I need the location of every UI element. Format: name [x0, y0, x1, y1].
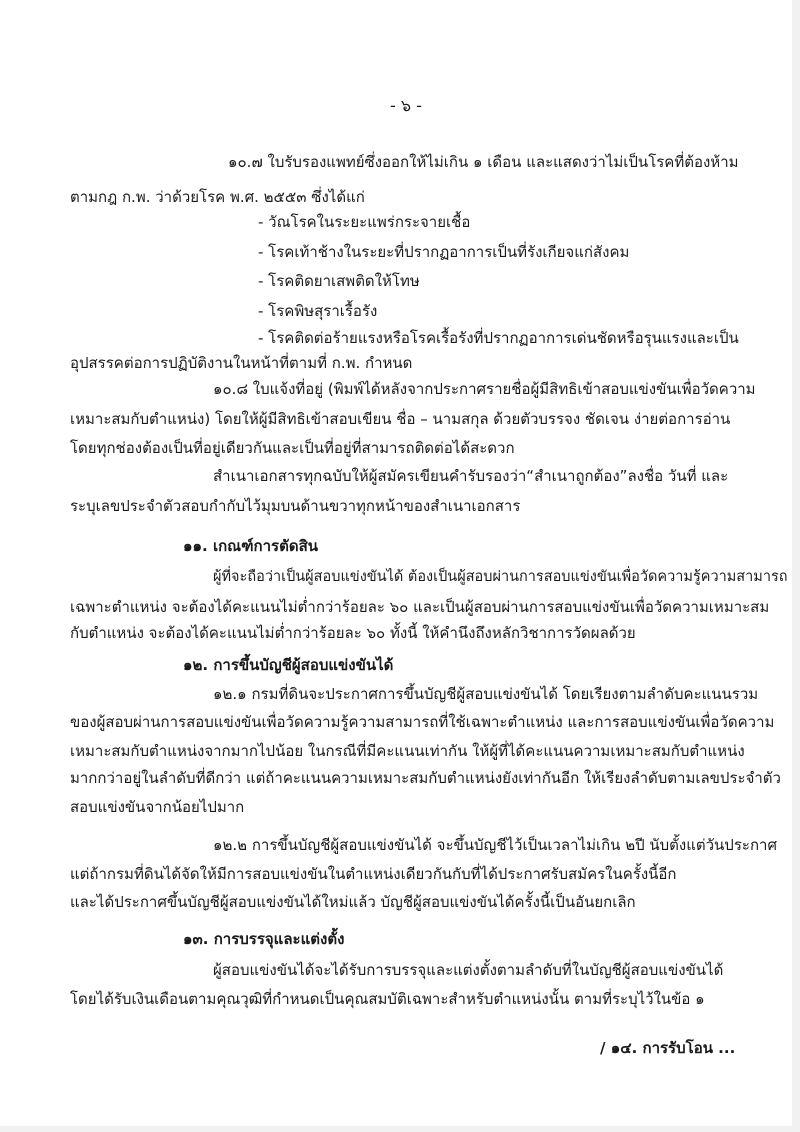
section-heading: ๑๓. การบรรจุและแต่งตั้ง	[183, 930, 345, 948]
paragraph-line: เหมาะสมกับตำแหน่ง) โดยให้ผู้มีสิทธิเข้าสอบเขียน ชื่อ – นามสกุล ด้วยตัวบรรจง ชัดเจน ง่ายต่อการอ่าน	[70, 410, 731, 428]
page-number: - ๖ -	[390, 96, 422, 115]
scan-edge-bottom	[0, 1126, 800, 1132]
paragraph-line: โดยได้รับเงินเดือนตามคุณวุฒิที่กำหนดเป็นคุณสมบัติเฉพาะสำหรับตำแหน่งนั้น ตามที่ระบุไว้ในข้อ ๑	[70, 990, 705, 1008]
paragraph-line: กับตำแหน่ง จะต้องได้คะแนนไม่ต่ำกว่าร้อยละ ๖๐ ทั้งนี้ ให้คำนึงถึงหลักวิชาการวัดผลด้วย	[70, 624, 636, 642]
paragraph-line: มากกว่าอยู่ในลำดับที่ดีกว่า แต่ถ้าคะแนนความเหมาะสมกับตำแหน่งยังเท่ากันอีก ให้เรียงลำดับตามเลขประจำตัว	[70, 769, 781, 787]
paragraph-line: ผู้สอบแข่งขันได้จะได้รับการบรรจุและแต่งตั้งตามลำดับที่ในบัญชีผู้สอบแข่งขันได้	[213, 961, 724, 979]
section-heading: ๑๑. เกณฑ์การตัดสิน	[183, 537, 318, 555]
paragraph-line: สอบแข่งขันจากน้อยไปมาก	[70, 798, 245, 816]
paragraph-line: ๑๐.๘ ใบแจ้งที่อยู่ (พิมพ์ได้หลังจากประกาศรายชื่อผู้มีสิทธิเข้าสอบแข่งขันเพื่อวัดความ	[213, 380, 756, 398]
list-item: - โรคติดต่อร้ายแรงหรือโรคเรื้อรังที่ปรากฏอาการเด่นชัดหรือรุนแรงและเป็น	[258, 329, 739, 347]
section-heading: ๑๒. การขึ้นบัญชีผู้สอบแข่งขันได้	[183, 656, 394, 674]
continuation-note: / ๑๔. การรับโอน ...	[600, 1039, 736, 1057]
paragraph-line: ๑๐.๗ ใบรับรองแพทย์ซึ่งออกให้ไม่เกิน ๑ เดือน และแสดงว่าไม่เป็นโรคที่ต้องห้าม	[228, 153, 739, 171]
paragraph-line: เหมาะสมกับตำแหน่งจากมากไปน้อย ในกรณีที่มีคะแนนเท่ากัน ให้ผู้ที่ได้คะแนนความเหมาะสมกับตำแหน่ง	[70, 742, 745, 760]
list-item: - โรคพิษสุราเรื้อรัง	[258, 302, 378, 320]
list-item: - โรคติดยาเสพติดให้โทษ	[258, 272, 420, 290]
paragraph-line: ตามกฎ ก.พ. ว่าด้วยโรค พ.ศ. ๒๕๕๓ ซึ่งได้แก่	[70, 188, 365, 206]
paragraph-line: ระบุเลขประจำตัวสอบกำกับไว้มุมบนด้านขวาทุกหน้าของสำเนาเอกสาร	[70, 497, 521, 515]
paragraph-line: ผู้ที่จะถือว่าเป็นผู้สอบแข่งขันได้ ต้องเป็นผู้สอบผ่านการสอบแข่งขันเพื่อวัดความรู้ความสามารถ	[213, 569, 788, 585]
paragraph-line: เฉพาะตำแหน่ง จะต้องได้คะแนนไม่ต่ำกว่าร้อยละ ๖๐ และเป็นผู้สอบผ่านการสอบแข่งขันเพื่อวัดความเหมาะสม	[70, 598, 770, 616]
paragraph-line: โดยทุกช่องต้องเป็นที่อยู่เดียวกันและเป็นที่อยู่ที่สามารถติดต่อได้สะดวก	[70, 439, 515, 457]
scan-edge-right	[792, 0, 800, 1132]
list-item: - วัณโรคในระยะแพร่กระจายเชื้อ	[258, 213, 471, 231]
paragraph-line: ของผู้สอบผ่านการสอบแข่งขันเพื่อวัดความรู้ความสามารถที่ใช้เฉพาะตำแหน่ง และการสอบแข่งขันเพื่อวัดความ	[70, 713, 775, 731]
paragraph-line: อุปสรรคต่อการปฏิบัติงานในหน้าที่ตามที่ ก.พ. กำหนด	[70, 354, 413, 372]
paragraph-line: ๑๒.๒ การขึ้นบัญชีผู้สอบแข่งขันได้ จะขึ้นบัญชีไว้เป็นเวลาไม่เกิน ๒ปี นับตั้งแต่วันประกาศ	[213, 836, 777, 854]
paragraph-line: สำเนาเอกสารทุกฉบับให้ผู้สมัครเขียนคำรับรองว่า“สำเนาถูกต้อง”ลงชื่อ วันที่ และ	[213, 467, 729, 485]
paragraph-line: แต่ถ้ากรมที่ดินได้จัดให้มีการสอบแข่งขันในตำแหน่งเดียวกันกับที่ได้ประกาศรับสมัครในครั้งนี้อีก	[70, 865, 677, 883]
paragraph-line: และได้ประกาศขึ้นบัญชีผู้สอบแข่งขันได้ใหม่แล้ว บัญชีผู้สอบแข่งขันได้ครั้งนี้เป็นอันยกเลิก	[70, 893, 636, 911]
paragraph-line: ๑๒.๑ กรมที่ดินจะประกาศการขึ้นบัญชีผู้สอบแข่งขันได้ โดยเรียงตามลำดับคะแนนรวม	[213, 685, 759, 703]
list-item: - โรคเท้าช้างในระยะที่ปรากฏอาการเป็นที่รังเกียจแก่สังคม	[258, 243, 630, 261]
